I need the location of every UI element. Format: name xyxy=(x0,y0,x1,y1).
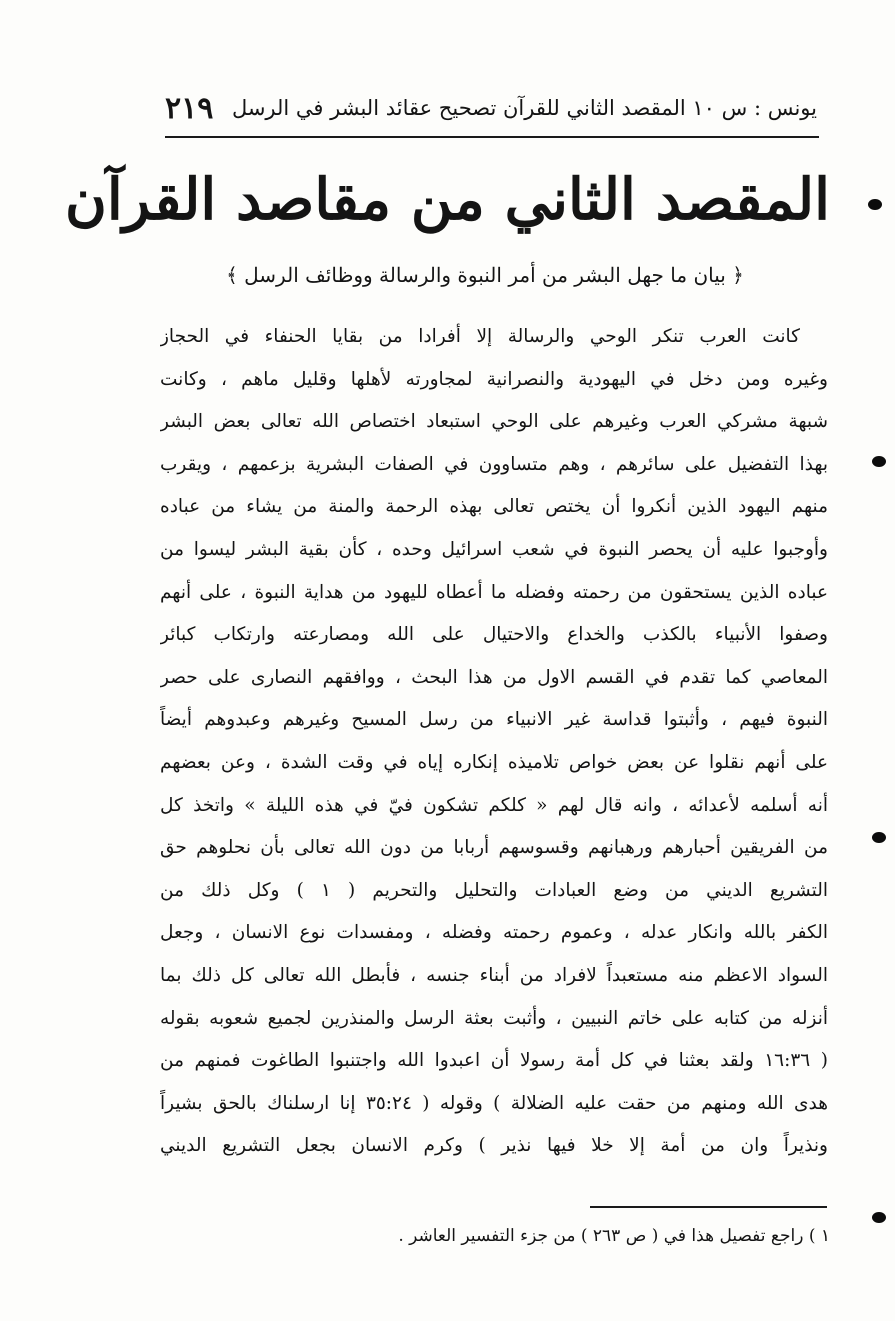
text-line: عباده الذين يستحقون من رحمته وفضله ما أعطاه لليهود من هداية النبوة ، على أنهم xyxy=(160,581,828,603)
chapter-subtitle: ﴿ بيان ما جهل البشر من أمر النبوة والرسالة ووظائف الرسل ﴾ xyxy=(226,263,744,287)
header-rule xyxy=(165,136,819,138)
text-line: وأوجبوا عليه أن يحصر النبوة في شعب اسرائيل وحده ، كأن بقية البشر ليسوا من xyxy=(160,538,828,560)
text-line: وغيره ومن دخل في اليهودية والنصرانية لمجاورته لأهلها وقليل ماهم ، وكانت xyxy=(160,368,828,390)
footnote: ١ ) راجع تفصيل هذا في ( ص ٢٦٣ ) من جزء التفسير العاشر . xyxy=(398,1226,830,1246)
text-line: أنه أسلمه لأعدائه ، وانه قال لهم « كلكم تشكون فيّ في هذه الليلة » واتخذ كل xyxy=(160,794,828,816)
text-line: النبوة فيهم ، وأثبتوا قداسة غير الانبياء من رسل المسيح وغيرهم وعبدوهم أيضاً xyxy=(160,709,828,731)
text-line: هدى الله ومنهم من حقت عليه الضلالة ) وقوله ( ٣٥:٢٤ إنا ارسلناك بالحق بشيراً xyxy=(160,1092,828,1114)
text-line: وصفوا الأنبياء بالكذب والخداع والاحتيال على الله ومصارعته وارتكاب كبائر xyxy=(160,624,828,646)
text-line: التشريع الديني من وضع العبادات والتحليل والتحريم ( ١ ) وكل ذلك من xyxy=(160,879,828,901)
text-line: من الفريقين أحبارهم ورهبانهم وقسوسهم أربابا من دون الله تعالى بأن نحلوهم حق xyxy=(160,837,828,859)
footnote-rule xyxy=(590,1206,827,1208)
text-line: ونذيراً وان من أمة إلا خلا فيها نذير ) وكرم الانسان بجعل التشريع الديني xyxy=(160,1135,828,1157)
text-line: على أنهم نقلوا عن بعض خواص تلاميذه إنكاره إياه في وقت الشدة ، وعن بعضهم xyxy=(160,751,828,773)
text-line: شبهة مشركي العرب وغيرهم على الوحي استبعاد اختصاص الله تعالى بعض البشر xyxy=(160,411,828,433)
binding-hole-mark xyxy=(872,832,886,843)
running-head: يونس : س ١٠ المقصد الثاني للقرآن تصحيح عقائد البشر في الرسل xyxy=(231,96,817,120)
text-line: منهم اليهود الذين أنكروا أن يختص تعالى بهذه الرحمة والمنة من يشاء من عباده xyxy=(160,496,828,518)
text-line: الكفر بالله وانكار عدله ، وعموم رحمته وفضله ، ومفسدات نوع الانسان ، وجعل xyxy=(160,922,828,944)
binding-hole-mark xyxy=(868,199,882,210)
text-line: السواد الاعظم منه مستعبداً لافراد من أبناء جنسه ، فأبطل الله تعالى كل ذلك بما xyxy=(160,964,828,986)
page-header xyxy=(165,85,817,131)
binding-hole-mark xyxy=(872,1212,886,1223)
page-number: ٢١٩ xyxy=(165,90,214,126)
text-line: المعاصي كما تقدم في القسم الاول من هذا البحث ، ووافقهم النصارى على حصر xyxy=(160,666,828,688)
binding-hole-mark xyxy=(872,456,886,467)
text-line: ( ١٦:٣٦ ولقد بعثنا في كل أمة رسولا أن اعبدوا الله واجتنبوا الطاغوت فمنهم من xyxy=(160,1050,828,1072)
text-line: أنزله من كتابه على خاتم النبيين ، وأثبت بعثة الرسل والمنذرين لجميع شعوبه بقوله xyxy=(160,1007,828,1029)
body-text xyxy=(160,316,828,1168)
text-line: كانت العرب تنكر الوحي والرسالة إلا أفرادا من بقايا الحنفاء في الحجاز xyxy=(160,326,800,347)
text-line: بهذا التفضيل على سائرهم ، وهم متساوون في الصفات البشرية بزعمهم ، ويقرب xyxy=(160,453,828,475)
chapter-title: المقصد الثاني من مقاصد القرآن xyxy=(64,166,830,233)
